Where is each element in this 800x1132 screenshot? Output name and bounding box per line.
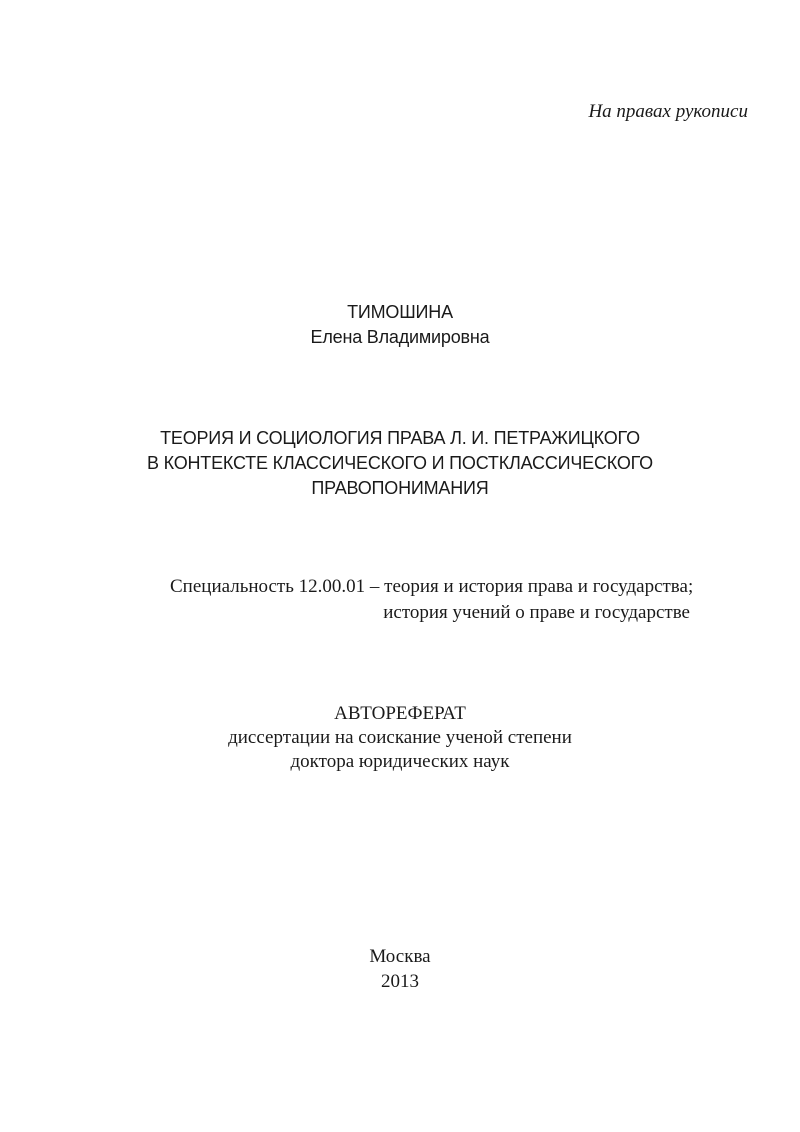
degree-line-1: диссертации на соискание ученой степени [228,727,572,748]
title-line-3: ПРАВОПОНИМАНИЯ [311,478,489,498]
specialty-line-2: история учений о праве и государстве [383,602,690,623]
author-surname: ТИМОШИНА [347,302,453,322]
title-line-2: В КОНТЕКСТЕ КЛАССИЧЕСКОГО И ПОСТКЛАССИЧЕСКОГО [147,453,653,473]
specialty-block [170,574,694,626]
abstract-heading: АВТОРЕФЕРАТ [334,703,466,724]
author-given-names: Елена Владимировна [310,327,490,347]
degree-line-2: доктора юридических наук [290,751,510,772]
city: Москва [369,946,431,967]
manuscript-note: На правах рукописи [588,101,748,122]
specialty-line-1: Специальность 12.00.01 – теория и история права и государства; [170,576,694,597]
title-line-1: ТЕОРИЯ И СОЦИОЛОГИЯ ПРАВА Л. И. ПЕТРАЖИЦКОГО [160,428,640,448]
year: 2013 [381,971,419,992]
